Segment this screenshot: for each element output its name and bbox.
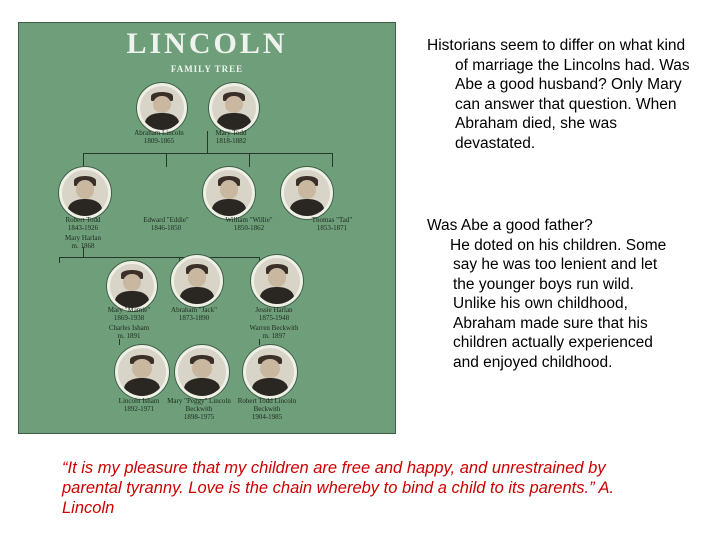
person-label: Robert Todd 1843-1926 [65,216,101,232]
person-label: Warren Beckwith m. 1897 [249,324,299,340]
family-tree-title: LINCOLN [126,27,288,60]
person-label: Edward "Eddie" 1846-1850 [143,216,189,232]
person-label: Mary Todd 1818-1882 [215,129,247,145]
portrait-abraham-jack [171,255,223,307]
person-label: Lincoln Isham 1892-1971 [118,397,160,413]
portrait-abraham-lincoln [137,83,187,133]
portrait-mary-mamie [107,261,157,311]
lincoln-quote: “It is my pleasure that my children are free and happy, and unrestrained by parental tyranny. Love is the chain whereby to bind a child to its parents.” A. Lincoln [62,459,615,517]
portrait-jessie-harlan [251,255,303,307]
person-label: Robert Todd Lincoln Beckwith 1904-1985 [237,397,297,421]
portrait-lincoln-isham [115,345,169,399]
portrait-mary-todd [209,83,259,133]
connector-line [83,153,84,167]
person-label: Jessie Harlan 1875-1948 [255,306,293,322]
portrait-robert-todd [59,167,111,219]
portrait-thomas [281,167,333,219]
person-label: Charles Isham m. 1891 [108,324,150,340]
person-label: Mary Harlan m. 1868 [65,234,101,250]
portrait-robert-todd-lincoln-beckwith [243,345,297,399]
family-tree-subtitle: FAMILY TREE [170,64,244,74]
person-label: Abraham Lincoln 1809-1865 [134,129,184,145]
person-label: Thomas "Tad" 1853-1871 [311,216,353,232]
connector-line [249,153,250,167]
paragraph-marriage: Historians seem to differ on what kind of marriage the Lincolns had. Was Abe a good husband? Only Mary can answer that question. When Abraham died, she was devastated. [427,37,690,152]
connector-line [59,257,60,263]
paragraph-father-lead: Was Abe a good father? [427,217,593,234]
portrait-mary-peggy [175,345,229,399]
connector-line [59,257,259,258]
portrait-william [203,167,255,219]
connector-line [332,153,333,167]
family-tree-header [19,23,395,79]
paragraph-father [427,216,667,372]
connector-line [166,153,167,167]
paragraph-father-body: He doted on his children. Some say he was too lenient and let the younger boys run wild. Unlike his own childhood, Abraham made sure that his children actually experienced and enjoyed childhood. [450,236,667,371]
connector-line [83,153,333,154]
family-tree-image [18,22,396,434]
person-label: William "Willie" 1850-1862 [225,216,273,232]
person-label: Mary "Peggy" Lincoln Beckwith 1898-1975 [167,397,231,421]
person-label: Abraham "Jack" 1873-1890 [171,306,217,322]
person-label: Mary "Mamie" 1869-1938 [107,306,151,322]
